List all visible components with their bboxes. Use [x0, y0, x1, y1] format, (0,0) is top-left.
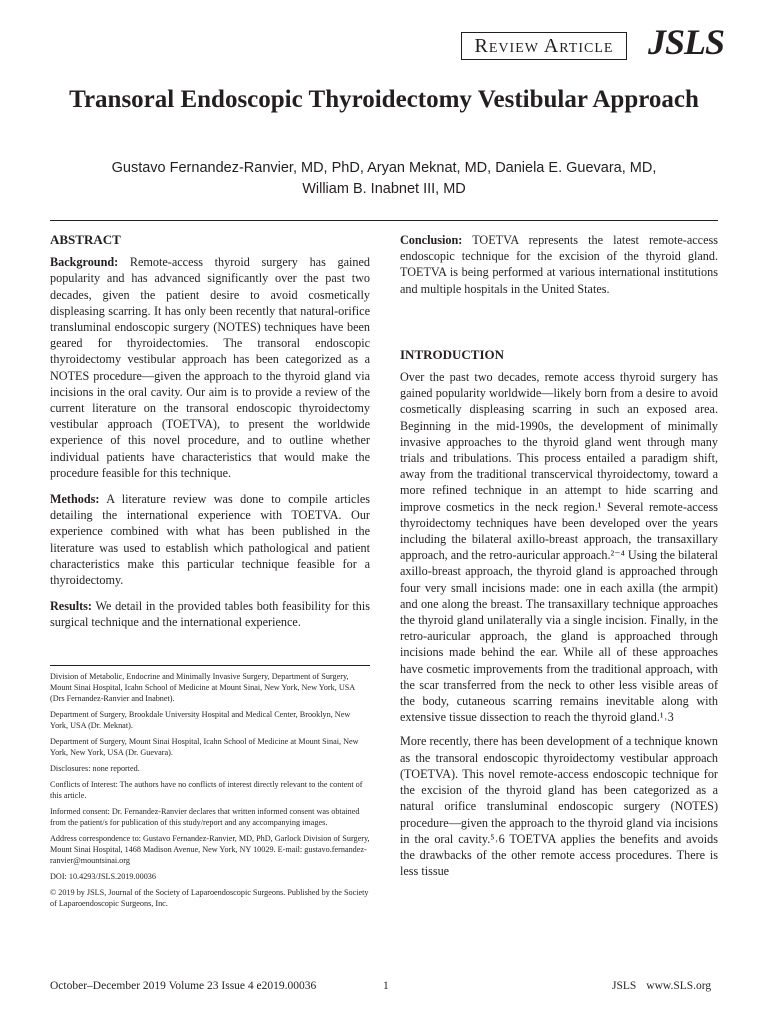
- abstract-results: [50, 598, 370, 630]
- conflicts-of-interest: Conflicts of Interest: The authors have no conflicts of interest directly relevant to the content of this article.: [50, 780, 363, 800]
- affiliation-3: Department of Surgery, Mount Sinai Hospital, Icahn School of Medicine at Mount Sinai, New York, New York, USA (Dr. Guevara).: [50, 737, 359, 757]
- results-text: We detail in the provided tables both feasibility for this surgical technique and the international experience.: [50, 599, 370, 630]
- footer-journal-name: JSLS: [612, 980, 637, 992]
- abstract-heading: ABSTRACT: [50, 232, 121, 247]
- article-type-label: Review Article: [461, 32, 627, 60]
- abstract-background: [50, 254, 370, 481]
- correspondence-address: Address correspondence to: Gustavo Fernandez-Ranvier, MD, PhD, Garlock Division of Surgery, Mount Sinai Hospital, 1468 Madison Avenue, New York, NY 10029. E-mail: gustavo.fernandez-ranvier@mountsinai.org: [50, 834, 370, 865]
- abstract-column: [50, 232, 370, 641]
- disclosures: Disclosures: none reported.: [50, 764, 140, 773]
- journal-logo: JSLS: [648, 22, 725, 62]
- results-label: Results:: [50, 599, 92, 614]
- introduction-heading: INTRODUCTION: [400, 346, 505, 362]
- background-label: Background:: [50, 255, 119, 270]
- author-list: [50, 158, 718, 200]
- footer-issue-info: October–December 2019 Volume 23 Issue 4 e2019.00036: [50, 980, 317, 992]
- author-line-1: Gustavo Fernandez-Ranvier, MD, PhD, Aryan Meknat, MD, Daniela E. Guevara, MD,: [111, 160, 657, 176]
- footer-journal: [612, 980, 711, 992]
- article-title: Transoral Endoscopic Thyroidectomy Vestibular Approach: [69, 86, 699, 113]
- copyright: © 2019 by JSLS, Journal of the Society of Laparoendoscopic Surgeons. Published by the Society of Laparoendoscopic Surgeons, Inc.: [50, 888, 369, 908]
- footnote-divider: [50, 665, 370, 666]
- doi: DOI: 10.4293/JSLS.2019.00036: [50, 872, 156, 881]
- introduction-paragraph-2: More recently, there has been development of a technique known as the transoral endoscopic thyroidectomy vestibular approach (TOETVA). This novel remote-access endoscopic technique for the excision of the thyroid gland has been categorized as a natural orifice transluminal endoscopic surgery (NOTES) procedure—given the approach to the thyroid gland via incisions in the oral cavity.⁵˒6 TOETVA applies the benefits and avoids the drawbacks of the other remote access procedures. There is less tissue: [400, 734, 718, 879]
- background-text: Remote-access thyroid surgery has gained popularity and has advanced significantly over the past two decades, given the patient desire to avoid cosmetically displeasing scarring. It has only been recently that natural-orifice transluminal endoscopic surgery (NOTES) techniques have been geared for thyroidectomies. The transoral endoscopic thyroidectomy vestibular approach has been categorized as a NOTES procedure—given the approach to the thyroid gland via incisions in the oral cavity. Our aim is to provide a review of the current literature on the transoral endoscopic thyroidectomy vestibular approach (TOETVA), to present the worldwide experience of this novel procedure, and to outline whether individual patients have characteristics that would make the procedure feasible for this technique.: [50, 255, 370, 480]
- affiliation-2: Department of Surgery, Brookdale University Hospital and Medical Center, Brooklyn, New York, USA (Dr. Meknat).: [50, 710, 351, 730]
- title-divider: [50, 220, 718, 221]
- affiliation-1: Division of Metabolic, Endocrine and Minimally Invasive Surgery, Department of Surgery, Mount Sinai Hospital, Icahn School of Medicine at Mount Sinai, New York, New York, USA (Drs Fernandez-Ranvier and Inabnet).: [50, 672, 355, 703]
- methods-label: Methods:: [50, 492, 100, 507]
- introduction-paragraph-1: Over the past two decades, remote access thyroid surgery has gained popularity worldwide—likely born from a desire to avoid cosmetically displeasing scarring in such an exposed area. Beginning in the mid-1990s, the development of minimally invasive approaches to the thyroid gland went through many trials and tribulations. This process entailed a paradigm shift, away from the traditional transcervical thyroidectomy, toward a more refined technique in an attempt to hide scarring and improve cosmetics in the neck region.¹ Several remote-access thyroidectomy techniques have been developed over the years including the bilateral axillo-breast approach, the transaxillary approach, and the retro-auricular approach.²⁻⁴ Using the bilateral axillo-breast approach, the thyroid gland is approached through four very small incisions made: one in each axilla (the armpit) and one along the breast. The transaxillary technique approaches the thyroid gland unilaterally via a single incision. Finally, in the retro-auricular approach, the gland is approached through incisions made behind the ear. While all of these approaches have cosmetic improvements from the traditional approach, with the scar transferred from the neck to other less visible areas of the body, cutaneous scarring remains inevitable along with extensive tissue dissection to reach the thyroid gland.¹˒3: [400, 370, 718, 725]
- footer-url: www.SLS.org: [646, 980, 712, 992]
- abstract-methods: [50, 491, 370, 588]
- author-line-2: William B. Inabnet III, MD: [302, 181, 466, 197]
- methods-text: A literature review was done to compile articles detailing the international experience with TOETVA. Our experience combined with what has been published in the literature was used to establish which pathological and patient characteristics make this particular technique feasible for a thyroidectomy.: [50, 492, 370, 588]
- right-column: [400, 232, 718, 887]
- footnotes: [50, 671, 370, 914]
- abstract-conclusion: [400, 232, 718, 297]
- informed-consent: Informed consent: Dr. Fernandez-Ranvier declares that written informed consent was obtained from the patient/s for publication of this study/report and any accompanying images.: [50, 807, 360, 827]
- conclusion-text: TOETVA represents the latest remote-access endoscopic technique for the excision of the thyroid gland. TOETVA is being performed at various international institutions and multiple hospitals in the United States.: [400, 233, 718, 296]
- conclusion-label: Conclusion:: [400, 233, 463, 247]
- page-number: 1: [383, 980, 389, 992]
